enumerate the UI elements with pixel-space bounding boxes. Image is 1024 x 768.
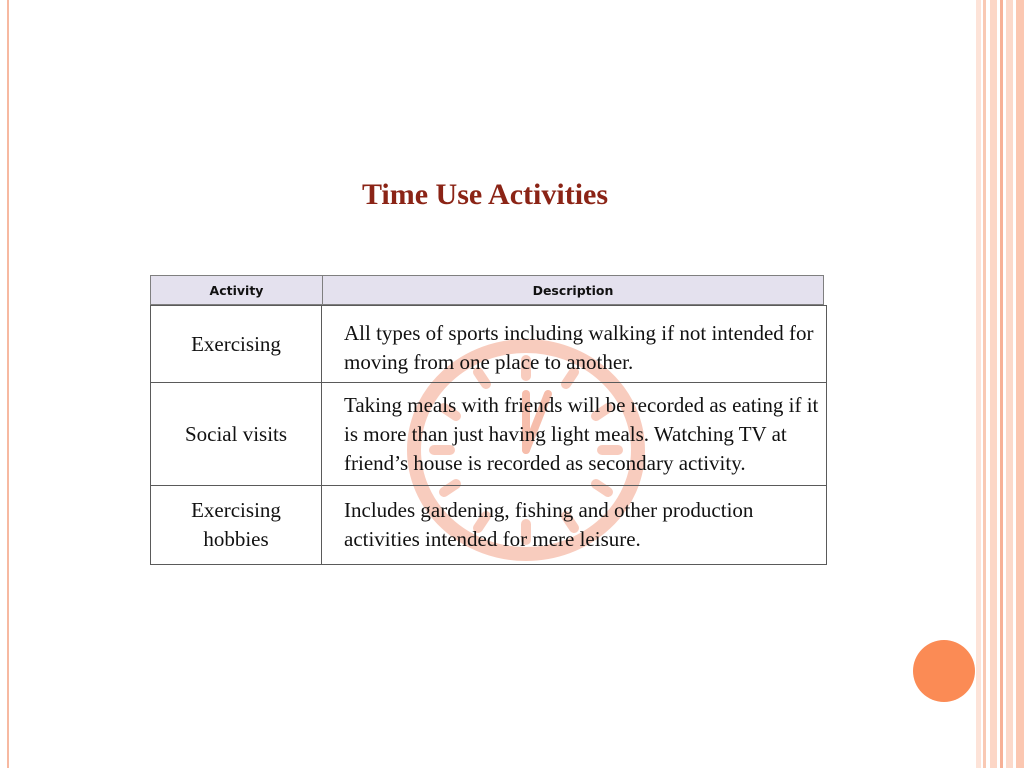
- left-border-rule: [7, 0, 9, 768]
- description-cell: Taking meals with friends will be recorded as eating if it is more than just having light meals. Watching TV at friend’s house is recorded as secondary activity.: [344, 393, 819, 475]
- description-cell: All types of sports including walking if not intended for moving from one place to another.: [344, 321, 814, 374]
- table-row: [150, 486, 827, 565]
- activity-cell: Exercising: [151, 306, 322, 382]
- header-description: Description: [532, 282, 614, 298]
- table-row: [150, 305, 827, 383]
- activity-cell: Exercising hobbies: [151, 486, 322, 564]
- activity-cell: Social visits: [151, 383, 322, 485]
- orange-circle-icon: [913, 640, 975, 702]
- header-activity: Activity: [151, 276, 323, 304]
- activities-table: [150, 275, 827, 565]
- slide-title: Time Use Activities: [361, 178, 609, 211]
- description-cell: Includes gardening, fishing and other production activities intended for mere leisure.: [344, 498, 754, 551]
- right-decorative-stripes: [976, 0, 1024, 768]
- table-header-row: [150, 275, 824, 305]
- table-row: [150, 383, 827, 486]
